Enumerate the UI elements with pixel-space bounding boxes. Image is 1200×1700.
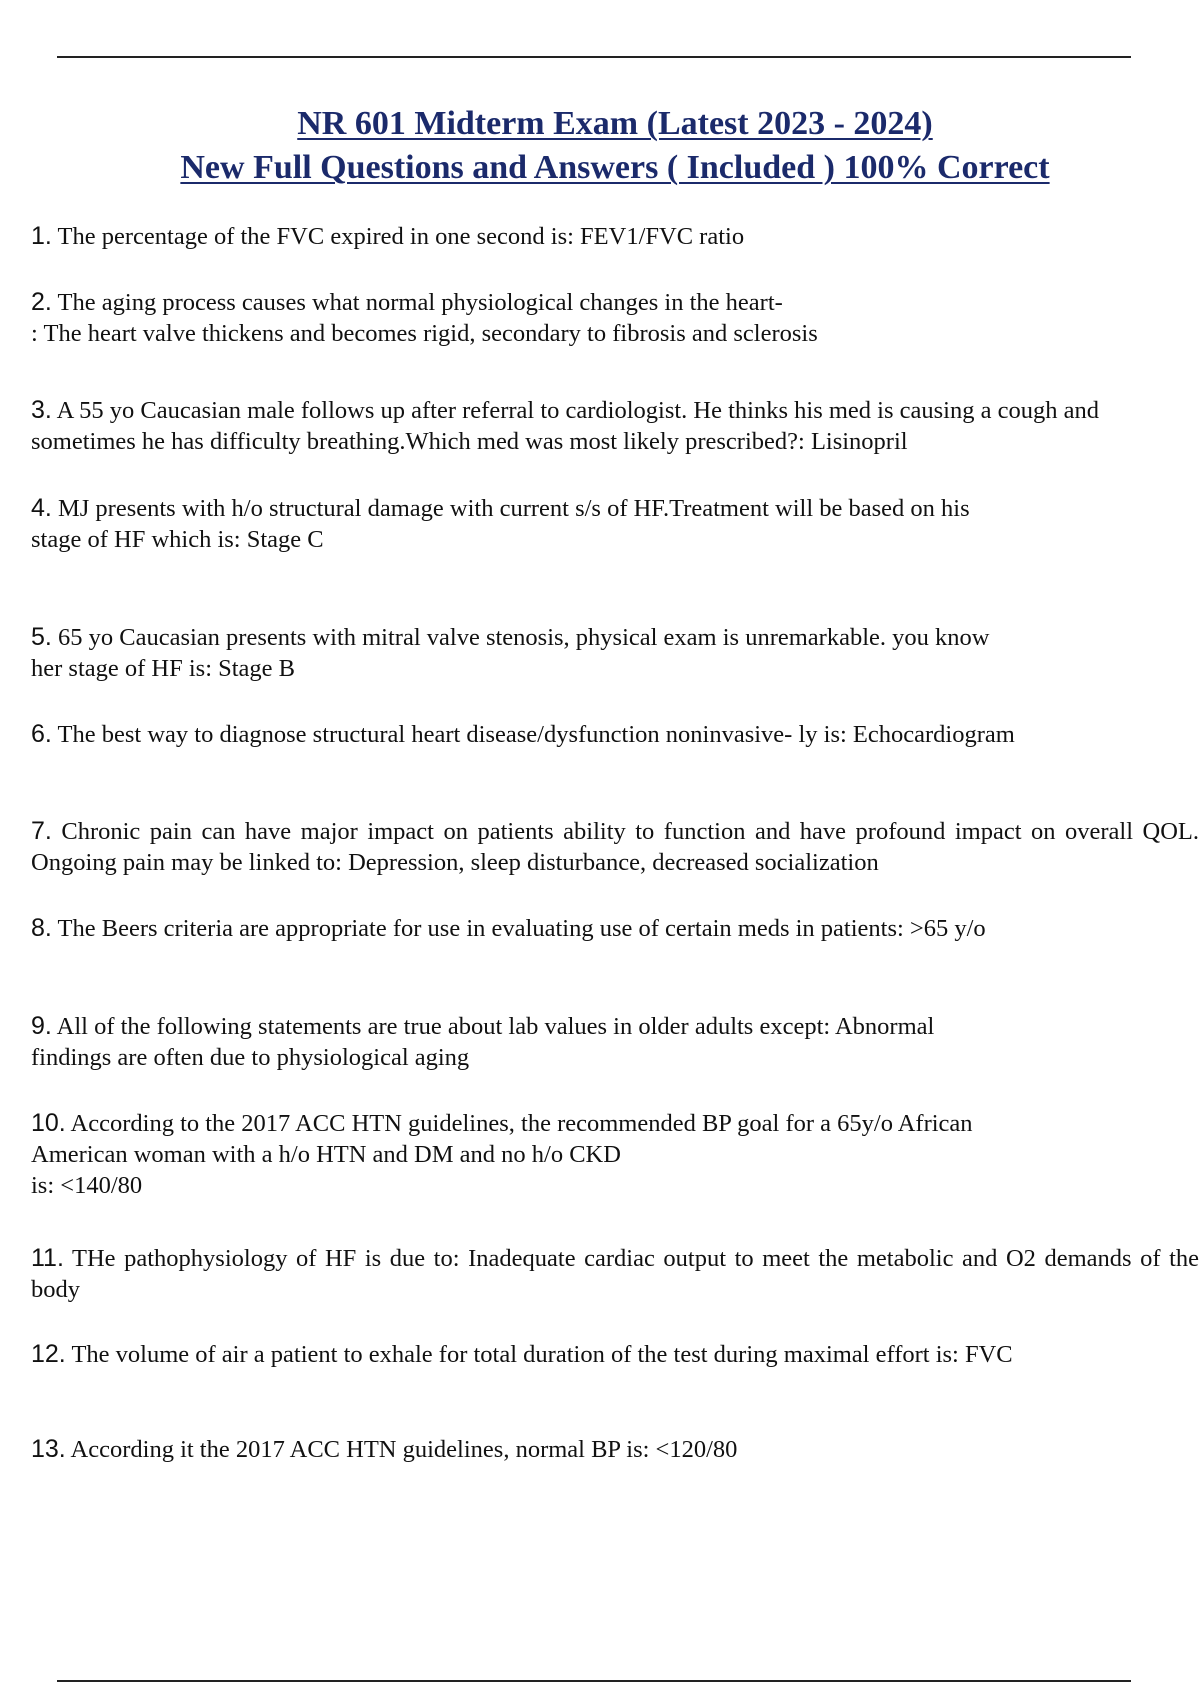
top-divider <box>57 56 1131 58</box>
question-10: 10. According to the 2017 ACC HTN guidelines, the recommended BP goal for a 65y/o African American woman with a h/o HTN and DM and no h/o CKD is: <140/80 <box>31 1109 973 1199</box>
title-line-1: NR 601 Midterm Exam (Latest 2023 - 2024) <box>297 105 933 142</box>
question-13: 13. According it the 2017 ACC HTN guidelines, normal BP is: <120/80 <box>31 1435 738 1463</box>
question-2: 2. The aging process causes what normal physiological changes in the heart- : The heart valve thickens and becomes rigid, secondary to fibrosis and sclerosis <box>31 288 818 347</box>
question-6: 6. The best way to diagnose structural heart disease/dysfunction noninvasive- ly is: Echocardiogram <box>31 720 1015 748</box>
title-line-2: New Full Questions and Answers ( Included ) 100% Correct <box>180 149 1050 186</box>
question-7: 7. Chronic pain can have major impact on patients ability to function and have profound impact on overall QOL. Ongoing pain may be linked to: Depression, sleep disturbance, decreased socialization <box>31 817 1199 876</box>
question-9: 9. All of the following statements are true about lab values in older adults except: Abnormal findings are often due to physiological aging <box>31 1012 935 1071</box>
question-4: 4. MJ presents with h/o structural damage with current s/s of HF.Treatment will be based on his stage of HF which is: Stage C <box>31 494 970 553</box>
question-8: 8. The Beers criteria are appropriate for use in evaluating use of certain meds in patients: >65 y/o <box>31 914 986 942</box>
question-12: 12. The volume of air a patient to exhale for total duration of the test during maximal effort is: FVC <box>31 1340 1013 1368</box>
question-3: 3. A 55 yo Caucasian male follows up after referral to cardiologist. He thinks his med is causing a cough and sometimes he has difficulty breathing.Which med was most likely prescribed?: Lisinopril <box>31 396 1099 455</box>
question-11: 11. THe pathophysiology of HF is due to: Inadequate cardiac output to meet the metabolic and O2 demands of the body <box>31 1244 1199 1303</box>
question-5: 5. 65 yo Caucasian presents with mitral valve stenosis, physical exam is unremarkable. you know her stage of HF is: Stage B <box>31 623 990 682</box>
bottom-divider <box>57 1680 1131 1682</box>
document-title <box>0 102 1200 190</box>
question-1: 1. The percentage of the FVC expired in one second is: FEV1/FVC ratio <box>31 222 745 250</box>
